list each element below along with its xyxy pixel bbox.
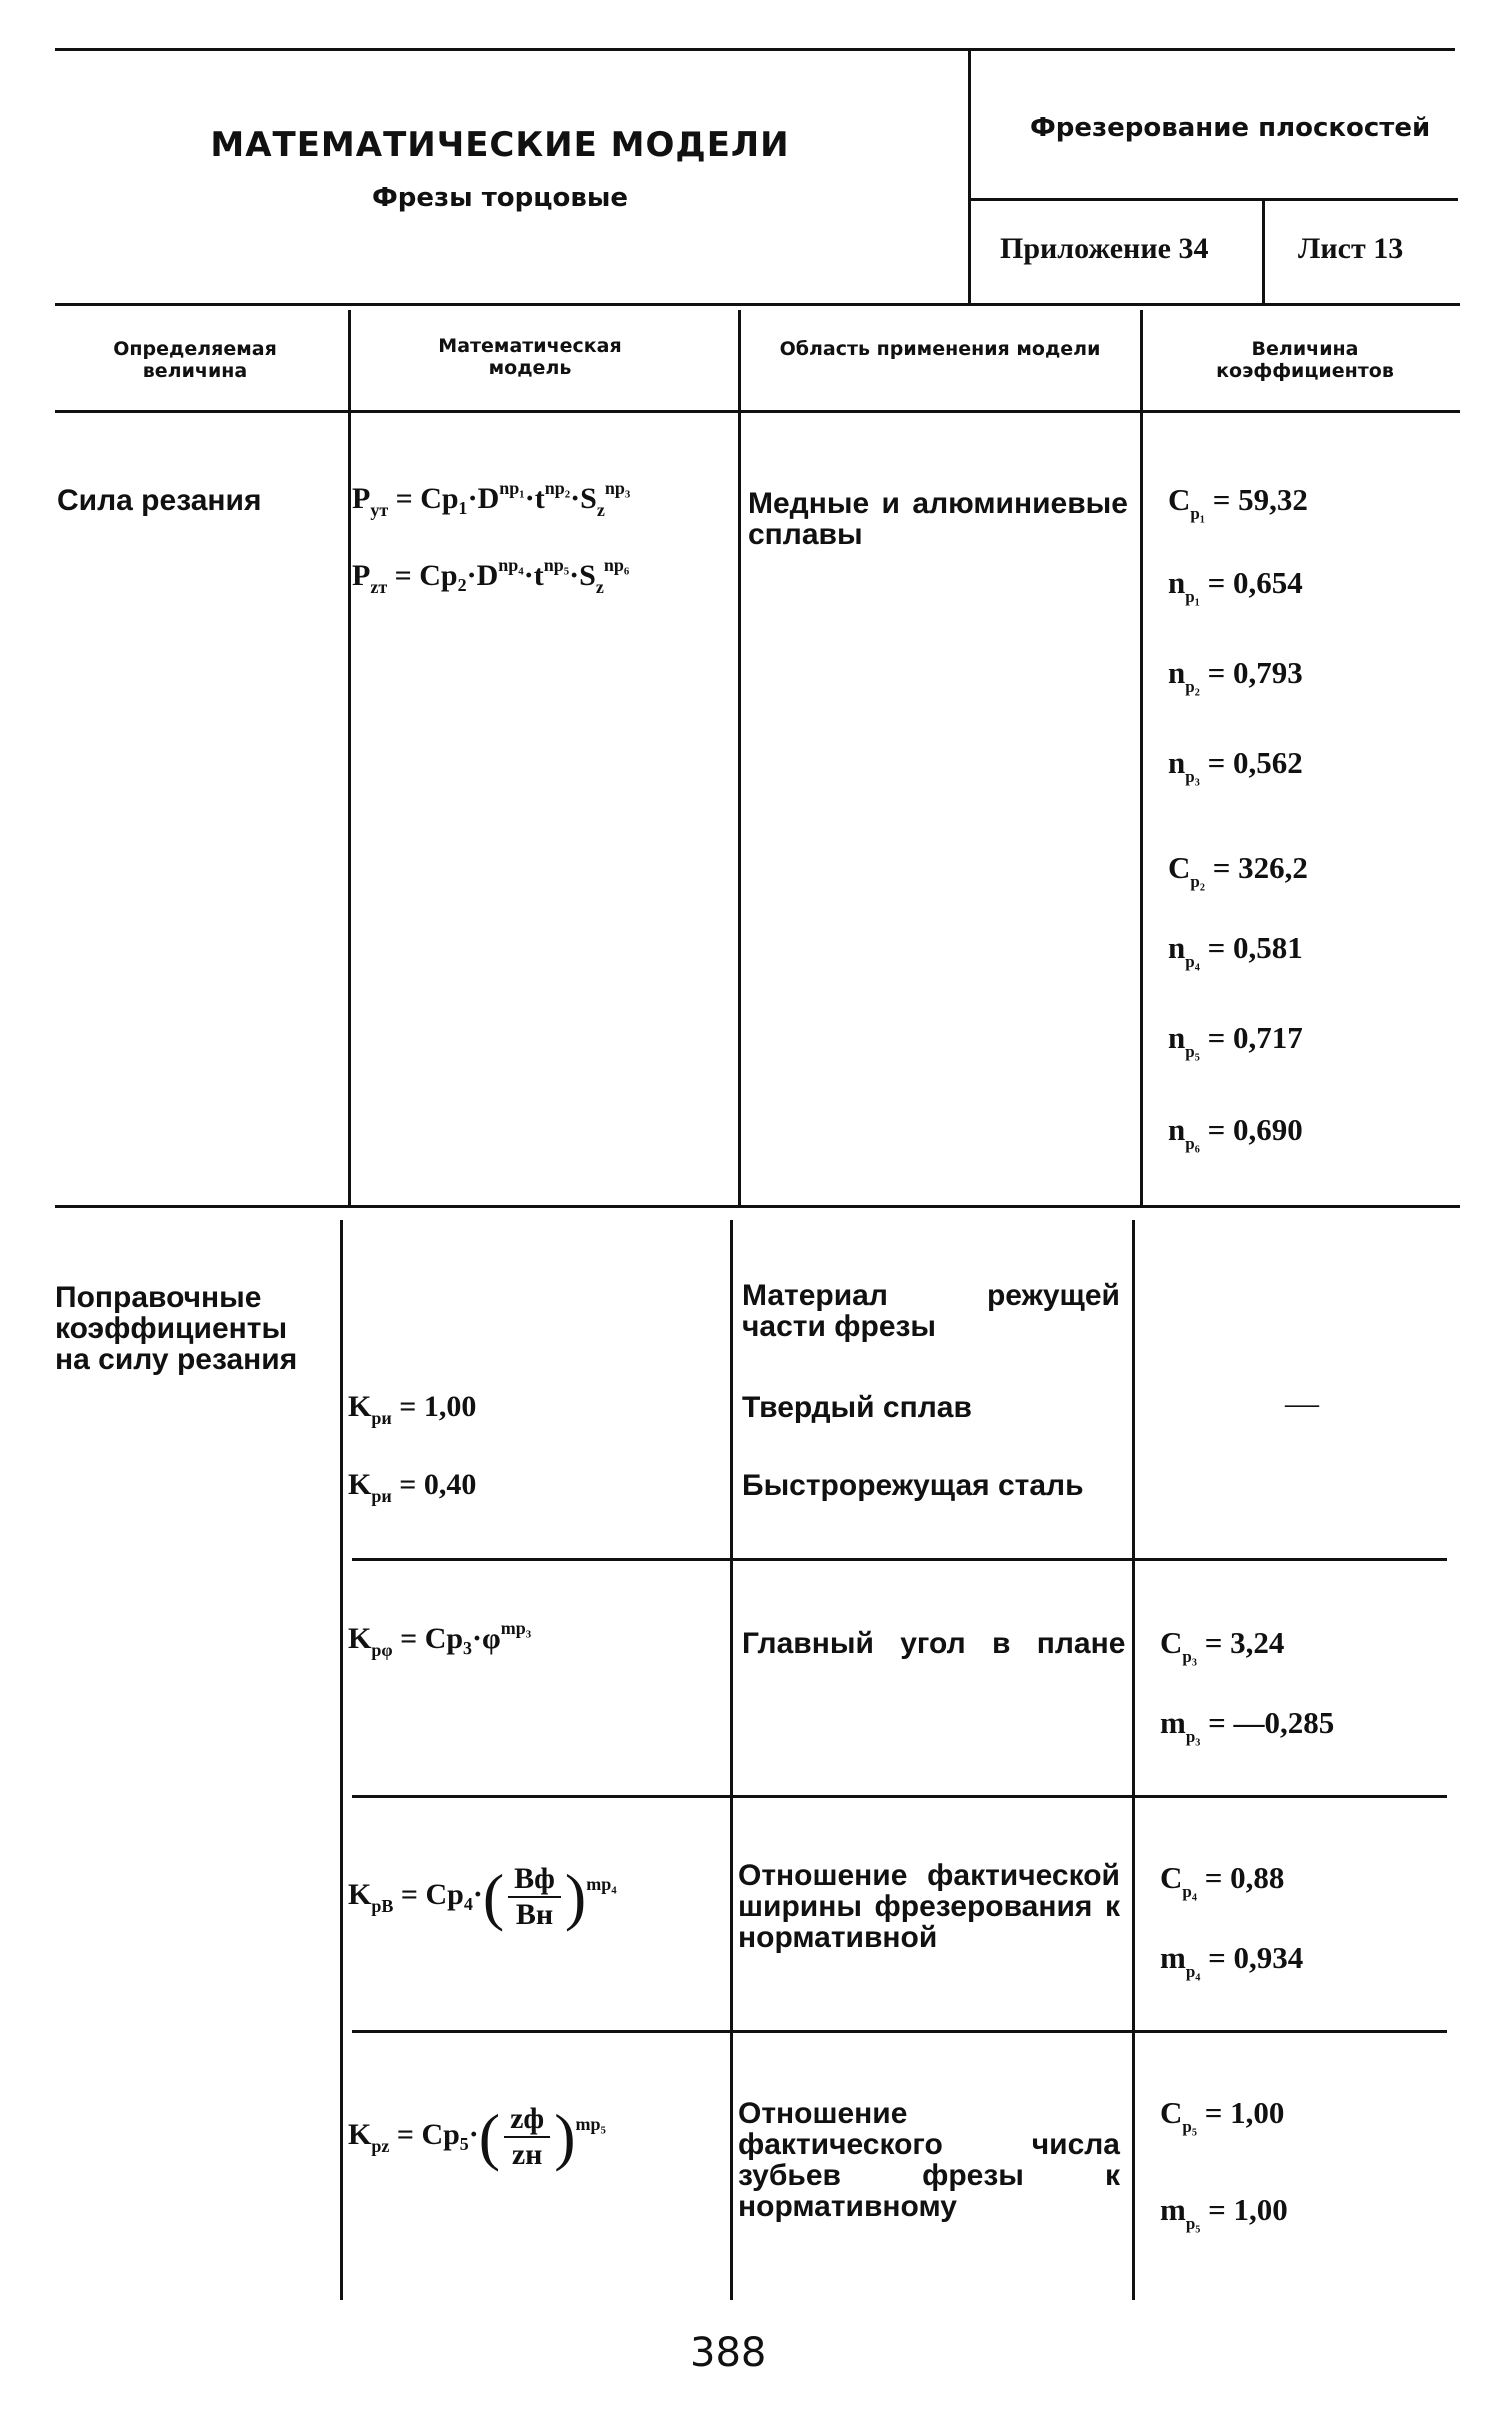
page-number: 388 — [690, 2330, 767, 2376]
formula-pz: $P_{zт} = Cp_2\cdot D^{np_4}\cdot t^{np_5}\cdot S_z^{np_6}$ — [352, 555, 630, 597]
area-teeth-ratio: Отношение фактического числа зубьев фрезы к нормативному — [738, 2097, 1120, 2223]
material-coef-dash: — — [1285, 1385, 1319, 1422]
page-subtitle: Фрезы торцовые — [372, 183, 628, 213]
coef-cp5: $C_{p_5} = 1,00$ — [1160, 2095, 1285, 2136]
col-line-3 — [1140, 310, 1143, 1205]
coef-cp2: $C_{p_2} = 326,2$ — [1168, 850, 1308, 891]
coef-np2: $n_{p_2} = 0,793$ — [1168, 655, 1303, 696]
column-header-model: Математическая модель — [438, 335, 622, 379]
header-bottom-rule — [55, 303, 1460, 306]
header-mid-rule — [968, 198, 1458, 201]
sheet-label: Лист 13 — [1298, 232, 1404, 265]
col-line-2 — [738, 310, 741, 1205]
coef-np5: $n_{p_5} = 0,717$ — [1168, 1020, 1303, 1061]
coef-np3: $n_{p_3} = 0,562$ — [1168, 745, 1303, 786]
column-header-quantity: Определяемая величина — [113, 338, 277, 382]
coef-mp5: $m_{p_5} = 1,00$ — [1160, 2192, 1288, 2233]
coef-cp3: $C_{p_3} = 3,24$ — [1160, 1625, 1285, 1666]
row-rule-2 — [352, 1795, 1447, 1798]
coef-mp4: $m_{p_4} = 0,934$ — [1160, 1940, 1304, 1981]
area-main-angle: Главный угол в плане — [742, 1627, 1126, 1660]
coef-cp1: $C_{p_1} = 59,32$ — [1168, 482, 1308, 523]
process-title: Фрезерование плоскостей — [1030, 113, 1431, 143]
col-line-3b — [1132, 1220, 1135, 2300]
col-line-1b — [340, 1220, 343, 2300]
area-cutter-material: Материал режущей части фрезы — [742, 1279, 1120, 1343]
quantity-correction-coefficients: Поправочные коэффициенты на силу резания — [55, 1281, 298, 1376]
top-rule — [55, 48, 1455, 51]
coef-np6: $n_{p_6} = 0,690$ — [1168, 1112, 1303, 1153]
model-kpi-hss: $K_{pи} = 0,40$ — [348, 1468, 477, 1506]
column-header-coefficients: Величина коэффициентов — [1216, 338, 1394, 382]
model-kp-z: $K_{pz} = Cp_5\cdot$( $\frac{zф}{zн}$ )$^{mp_5}$ — [348, 2101, 606, 2172]
col-line-2b — [730, 1220, 733, 2300]
formula-py: $P_{yт} = Cp_1\cdot D^{np_1}\cdot t^{np_2}\cdot S_z^{np_3}$ — [352, 478, 631, 520]
area-high-speed-steel: Быстрорежущая сталь — [742, 1469, 1084, 1502]
row-rule-3 — [352, 2030, 1447, 2033]
appendix-label: Приложение 34 — [1000, 232, 1209, 265]
coef-cp4: $C_{p_4} = 0,88$ — [1160, 1860, 1285, 1901]
area-width-ratio: Отношение фактической ширины фрезерования к нормативной — [738, 1859, 1120, 1954]
model-kp-b: $K_{pB} = Cp_4\cdot$( $\frac{Bф}{Bн}$ )$^{mp_4}$ — [348, 1861, 617, 1932]
header-divider — [968, 48, 971, 303]
column-header-area: Область применения модели — [779, 338, 1101, 360]
coef-np4: $n_{p_4} = 0,581$ — [1168, 930, 1303, 971]
page-title: МАТЕМАТИЧЕСКИЕ МОДЕЛИ — [210, 125, 790, 165]
column-header-rule — [55, 410, 1460, 413]
section-rule — [55, 1205, 1460, 1208]
area-copper-aluminium: Медные и алюминиевые сплавы — [748, 487, 1128, 551]
col-line-1 — [348, 310, 351, 1205]
model-kp-phi: $K_{p\varphi} = Cp_3\cdot\varphi^{mp_3}$ — [348, 1618, 532, 1660]
coef-np1: $n_{p_1} = 0,654$ — [1168, 565, 1303, 606]
area-hard-alloy: Твердый сплав — [742, 1391, 972, 1424]
quantity-cutting-force: Сила резания — [57, 484, 262, 517]
coef-mp3: $m_{p_3}$ = —0,285 — [1160, 1705, 1335, 1746]
row-rule-1 — [352, 1558, 1447, 1561]
model-kpi-carbide: $K_{pи} = 1,00$ — [348, 1390, 477, 1428]
header-sheet-divider — [1262, 198, 1265, 303]
